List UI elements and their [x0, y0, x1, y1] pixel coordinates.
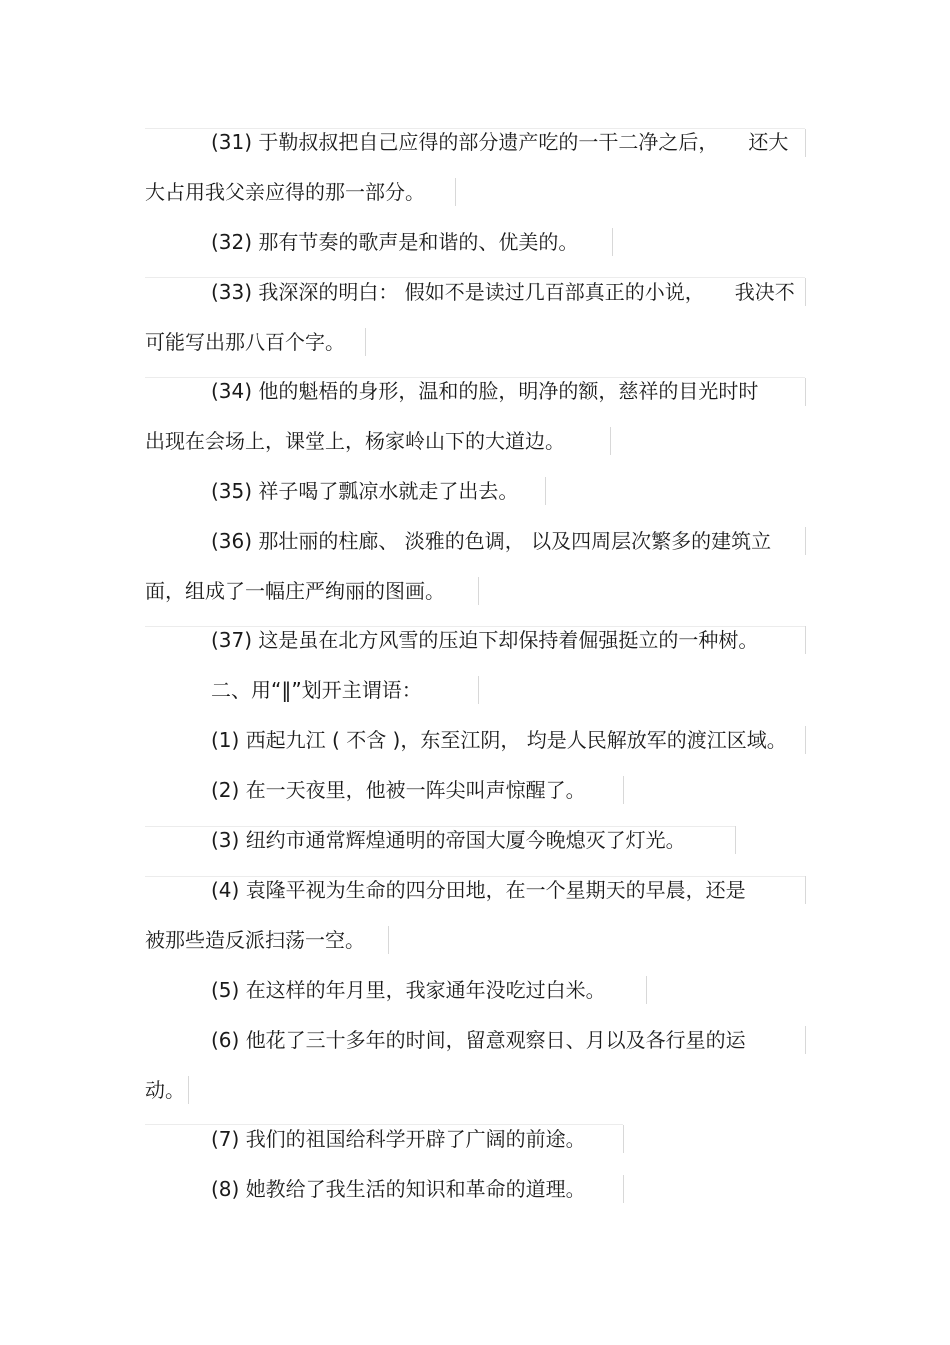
paragraph-rule — [145, 1124, 623, 1125]
text-line: (37) 这是虽在北方风雪的压迫下却保持着倔强挺立的一种树。 — [211, 628, 759, 652]
line-end-marker — [188, 1076, 189, 1104]
text-line: 被那些造反派扫荡一空。 — [145, 928, 365, 952]
text-line: (32) 那有节奏的歌声是和谐的、优美的。 — [211, 230, 579, 254]
text-line: (34) 他的魁梧的身形，温和的脸，明净的额，慈祥的目光时时 — [211, 379, 759, 403]
line-end-marker — [805, 626, 806, 654]
line-end-marker — [623, 1125, 624, 1153]
text-line: 动。 — [145, 1078, 185, 1102]
line-end-marker — [805, 1026, 806, 1054]
text-line: (8) 她教给了我生活的知识和革命的道理。 — [211, 1177, 586, 1201]
line-end-marker — [805, 726, 806, 754]
text-line: (35) 祥子喝了瓢凉水就走了出去。 — [211, 479, 519, 503]
line-end-marker — [388, 926, 389, 954]
line-end-marker — [805, 527, 806, 555]
line-end-marker — [623, 776, 624, 804]
line-end-marker — [805, 876, 806, 904]
line-end-marker — [735, 826, 736, 854]
line-end-marker — [805, 278, 806, 306]
text-line: (36) 那壮丽的柱廊、 淡雅的色调， 以及四周层次繁多的建筑立 — [211, 529, 772, 553]
line-end-marker — [365, 328, 366, 356]
line-end-marker — [805, 129, 806, 157]
line-end-marker — [478, 577, 479, 605]
text-line: 面，组成了一幅庄严绚丽的图画。 — [145, 579, 445, 603]
section-heading: 二、用“‖”划开主谓语： — [211, 678, 422, 702]
line-end-marker — [455, 178, 456, 206]
line-end-marker — [646, 976, 647, 1004]
line-end-marker — [623, 1175, 624, 1203]
line-end-marker — [805, 378, 806, 406]
text-line: 出现在会场上，课堂上，杨家岭山下的大道边。 — [145, 429, 565, 453]
text-line: 可能写出那八百个字。 — [145, 330, 345, 354]
text-line: 大占用我父亲应得的那一部分。 — [145, 180, 425, 204]
text-line: (5) 在这样的年月里，我家通年没吃过白米。 — [211, 978, 606, 1002]
text-line: (2) 在一天夜里，他被一阵尖叫声惊醒了。 — [211, 778, 586, 802]
text-line: (3) 纽约市通常辉煌通明的帝国大厦今晚熄灭了灯光。 — [211, 828, 686, 852]
text-line: (31) 于勒叔叔把自己应得的部分遗产吃的一干二净之后， 还大 — [211, 130, 789, 154]
paragraph-rule — [145, 277, 805, 278]
text-line: (1) 西起九江 ( 不含 )，东至江阴， 均是人民解放军的渡江区域。 — [211, 728, 787, 752]
text-line: (6) 他花了三十多年的时间，留意观察日、月以及各行星的运 — [211, 1028, 746, 1052]
line-end-marker — [612, 228, 613, 256]
line-end-marker — [610, 427, 611, 455]
text-line: (7) 我们的祖国给科学开辟了广阔的前途。 — [211, 1127, 586, 1151]
text-line: (4) 袁隆平视为生命的四分田地，在一个星期天的早晨，还是 — [211, 878, 746, 902]
text-line: (33) 我深深的明白： 假如不是读过几百部真正的小说， 我决不 — [211, 280, 795, 304]
line-end-marker — [545, 477, 546, 505]
line-end-marker — [478, 676, 479, 704]
